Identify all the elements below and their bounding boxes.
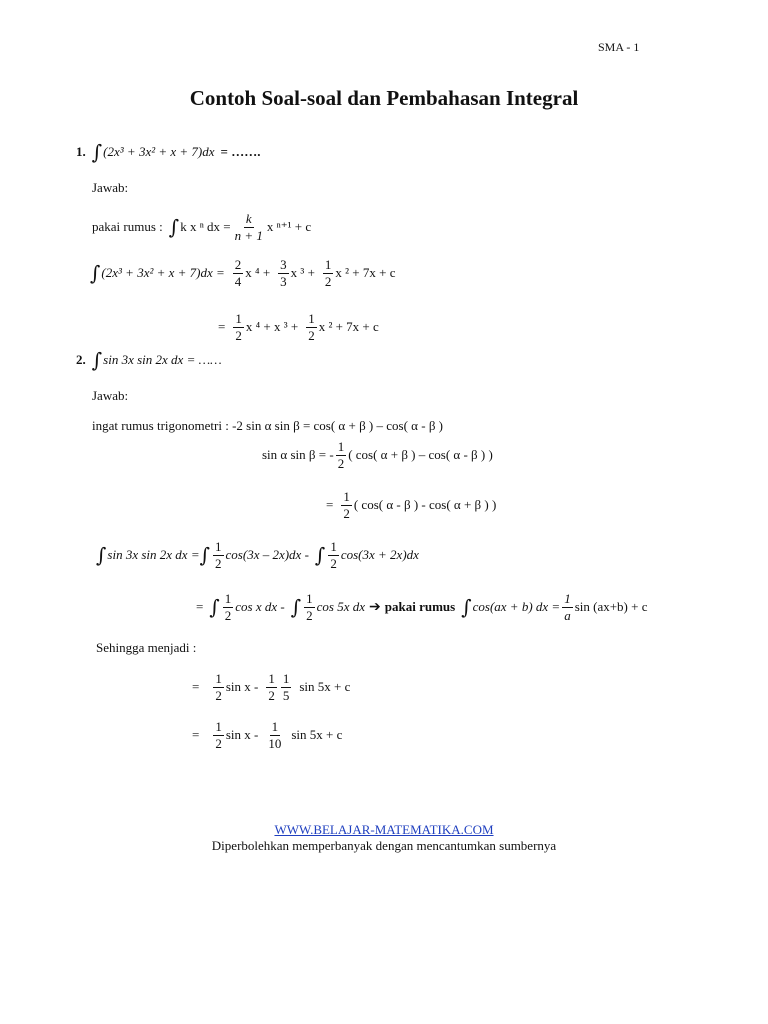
rumus-integrand: cos(ax + b) dx = <box>472 599 561 615</box>
fraction <box>306 312 317 342</box>
fraction-numerator: 1 <box>282 671 290 686</box>
fraction-numerator: 1 <box>215 719 222 734</box>
fraction <box>341 490 352 520</box>
question-1 <box>76 140 260 164</box>
integral-sign-icon: ∫ <box>90 261 101 286</box>
fraction <box>336 440 347 470</box>
fraction-denominator: 2 <box>215 687 222 703</box>
fraction-numerator: 1 <box>224 591 232 606</box>
fraction-numerator: 1 <box>215 539 222 554</box>
question-2 <box>76 348 222 372</box>
fraction <box>223 592 234 622</box>
fraction-numerator: 1 <box>306 591 313 606</box>
identity-line-2 <box>326 490 496 520</box>
fraction-denominator: 2 <box>306 607 313 623</box>
fraction <box>278 258 289 288</box>
integral-sign-icon: ∫ <box>290 595 302 620</box>
integral-sign-icon: ∫ <box>199 543 211 568</box>
fraction-numerator: 1 <box>324 257 332 272</box>
fraction <box>328 540 339 570</box>
term: cos(3x – 2x)dx - <box>225 547 309 563</box>
fraction-numerator: 1 <box>337 439 345 454</box>
fraction-denominator: n + 1 <box>234 227 263 243</box>
fraction-numerator: 1 <box>564 591 571 606</box>
fraction-numerator: 1 <box>308 311 315 326</box>
q2-step-2 <box>196 592 648 622</box>
fraction-numerator: 2 <box>234 257 242 272</box>
fraction-numerator: 3 <box>280 257 287 272</box>
fraction <box>266 720 283 750</box>
term: sin x - <box>225 679 259 695</box>
rumus-lhs: k x ⁿ dx = <box>180 219 231 235</box>
fraction-denominator: 3 <box>280 273 287 289</box>
integral-sign-icon: ∫ <box>314 543 326 568</box>
trig-identity: ingat rumus trigonometri : -2 sin α sin β = cos( α + β ) – cos( α - β ) <box>92 418 444 433</box>
fraction-denominator: 2 <box>343 505 350 521</box>
fraction <box>233 312 244 342</box>
identity-rhs: ( cos( α + β ) – cos( α - β ) ) <box>348 447 493 463</box>
website-link[interactable]: WWW.BELAJAR-MATEMATIKA.COM <box>274 822 494 837</box>
equals: = <box>192 679 200 695</box>
equals: = <box>196 599 204 615</box>
rumus-label: pakai rumus <box>384 599 456 615</box>
term: sin x - <box>225 727 259 743</box>
integral-sign-icon: ∫ <box>91 348 103 372</box>
integral-sign-icon: ∫ <box>91 140 103 164</box>
fraction-denominator: 2 <box>337 455 345 471</box>
fraction-denominator: 5 <box>282 687 290 703</box>
step-lhs: sin 3x sin 2x dx = <box>107 547 200 563</box>
integral-sign-icon: ∫ <box>461 595 472 620</box>
fraction-numerator: 1 <box>268 671 275 686</box>
integrand: (2x³ + 3x² + x + 7)dx <box>103 144 215 159</box>
term: x ² + 7x + c <box>335 265 396 281</box>
equals: = <box>218 319 226 335</box>
fraction-denominator: 2 <box>224 607 232 623</box>
q1-step-1 <box>90 258 396 288</box>
fraction-numerator: 1 <box>271 719 279 734</box>
fraction <box>562 592 573 622</box>
equals: = <box>192 727 200 743</box>
term: cos x dx - <box>235 599 285 615</box>
term: x ² + 7x + c <box>318 319 379 335</box>
integral-sign-icon: ∫ <box>96 543 107 568</box>
result-line-1 <box>192 672 350 702</box>
rumus-label: pakai rumus : <box>92 219 163 235</box>
fraction <box>281 672 292 702</box>
fraction-denominator: 2 <box>215 735 222 751</box>
identity-lhs: sin α sin β = - <box>262 447 334 463</box>
q1-step-2 <box>218 312 379 342</box>
term: sin 5x + c <box>291 727 343 743</box>
fraction-denominator: 2 <box>215 555 222 571</box>
arrow-right-icon: ➔ <box>369 599 381 615</box>
fraction <box>213 720 224 750</box>
question-number: 1. <box>76 144 86 159</box>
fraction-denominator: 2 <box>308 327 315 343</box>
fraction-numerator: k <box>245 211 252 226</box>
identity-line-1 <box>262 440 493 470</box>
rumus-fraction <box>233 212 265 242</box>
fraction <box>323 258 334 288</box>
fraction-denominator: 2 <box>268 687 275 703</box>
page-title: Contoh Soal-soal dan Pembahasan Integral <box>189 86 579 110</box>
rumus-rhs: x ⁿ⁺¹ + c <box>266 219 312 235</box>
fraction-denominator: a <box>564 607 571 623</box>
fraction <box>266 672 277 702</box>
equals: = <box>326 497 334 513</box>
integrand: sin 3x sin 2x dx = …… <box>103 352 222 367</box>
fraction-numerator: 1 <box>330 539 337 554</box>
page-number: SMA - 1 <box>598 40 640 54</box>
fraction-denominator: 10 <box>268 735 282 751</box>
jawab-label: Jawab: <box>92 388 129 403</box>
term: sin 5x + c <box>299 679 351 695</box>
fraction-denominator: 2 <box>330 555 337 571</box>
fraction-numerator: 1 <box>343 489 350 504</box>
fraction <box>233 258 244 288</box>
q2-step-1 <box>96 540 419 570</box>
term: x ³ + <box>290 265 315 281</box>
fraction-numerator: 1 <box>235 311 242 326</box>
copyright-note: Diperbolehkan memperbanyak dengan mencantumkan sumbernya <box>211 838 557 853</box>
sehingga-label: Sehingga menjadi : <box>96 640 197 655</box>
rumus-line <box>92 212 311 242</box>
term: x ⁴ + <box>245 265 271 281</box>
jawab-label: Jawab: <box>92 180 129 195</box>
equals-blank: = ……. <box>220 144 261 159</box>
result-line-2 <box>192 720 342 750</box>
fraction <box>304 592 315 622</box>
fraction <box>213 672 224 702</box>
fraction-denominator: 4 <box>234 273 242 289</box>
term: x ⁴ + x ³ + <box>245 319 299 335</box>
fraction-denominator: 2 <box>324 273 332 289</box>
integral-sign-icon: ∫ <box>209 595 220 620</box>
fraction-numerator: 1 <box>215 671 222 686</box>
question-number: 2. <box>76 352 86 367</box>
term: cos(3x + 2x)dx <box>340 547 419 563</box>
rumus-rhs: sin (ax+b) + c <box>574 599 648 615</box>
term: cos 5x dx <box>316 599 366 615</box>
fraction <box>213 540 224 570</box>
step-lhs: (2x³ + 3x² + x + 7)dx = <box>101 265 225 281</box>
identity-rhs: ( cos( α - β ) - cos( α + β ) ) <box>353 497 497 513</box>
fraction-denominator: 2 <box>235 327 242 343</box>
integral-sign-icon: ∫ <box>168 215 180 240</box>
